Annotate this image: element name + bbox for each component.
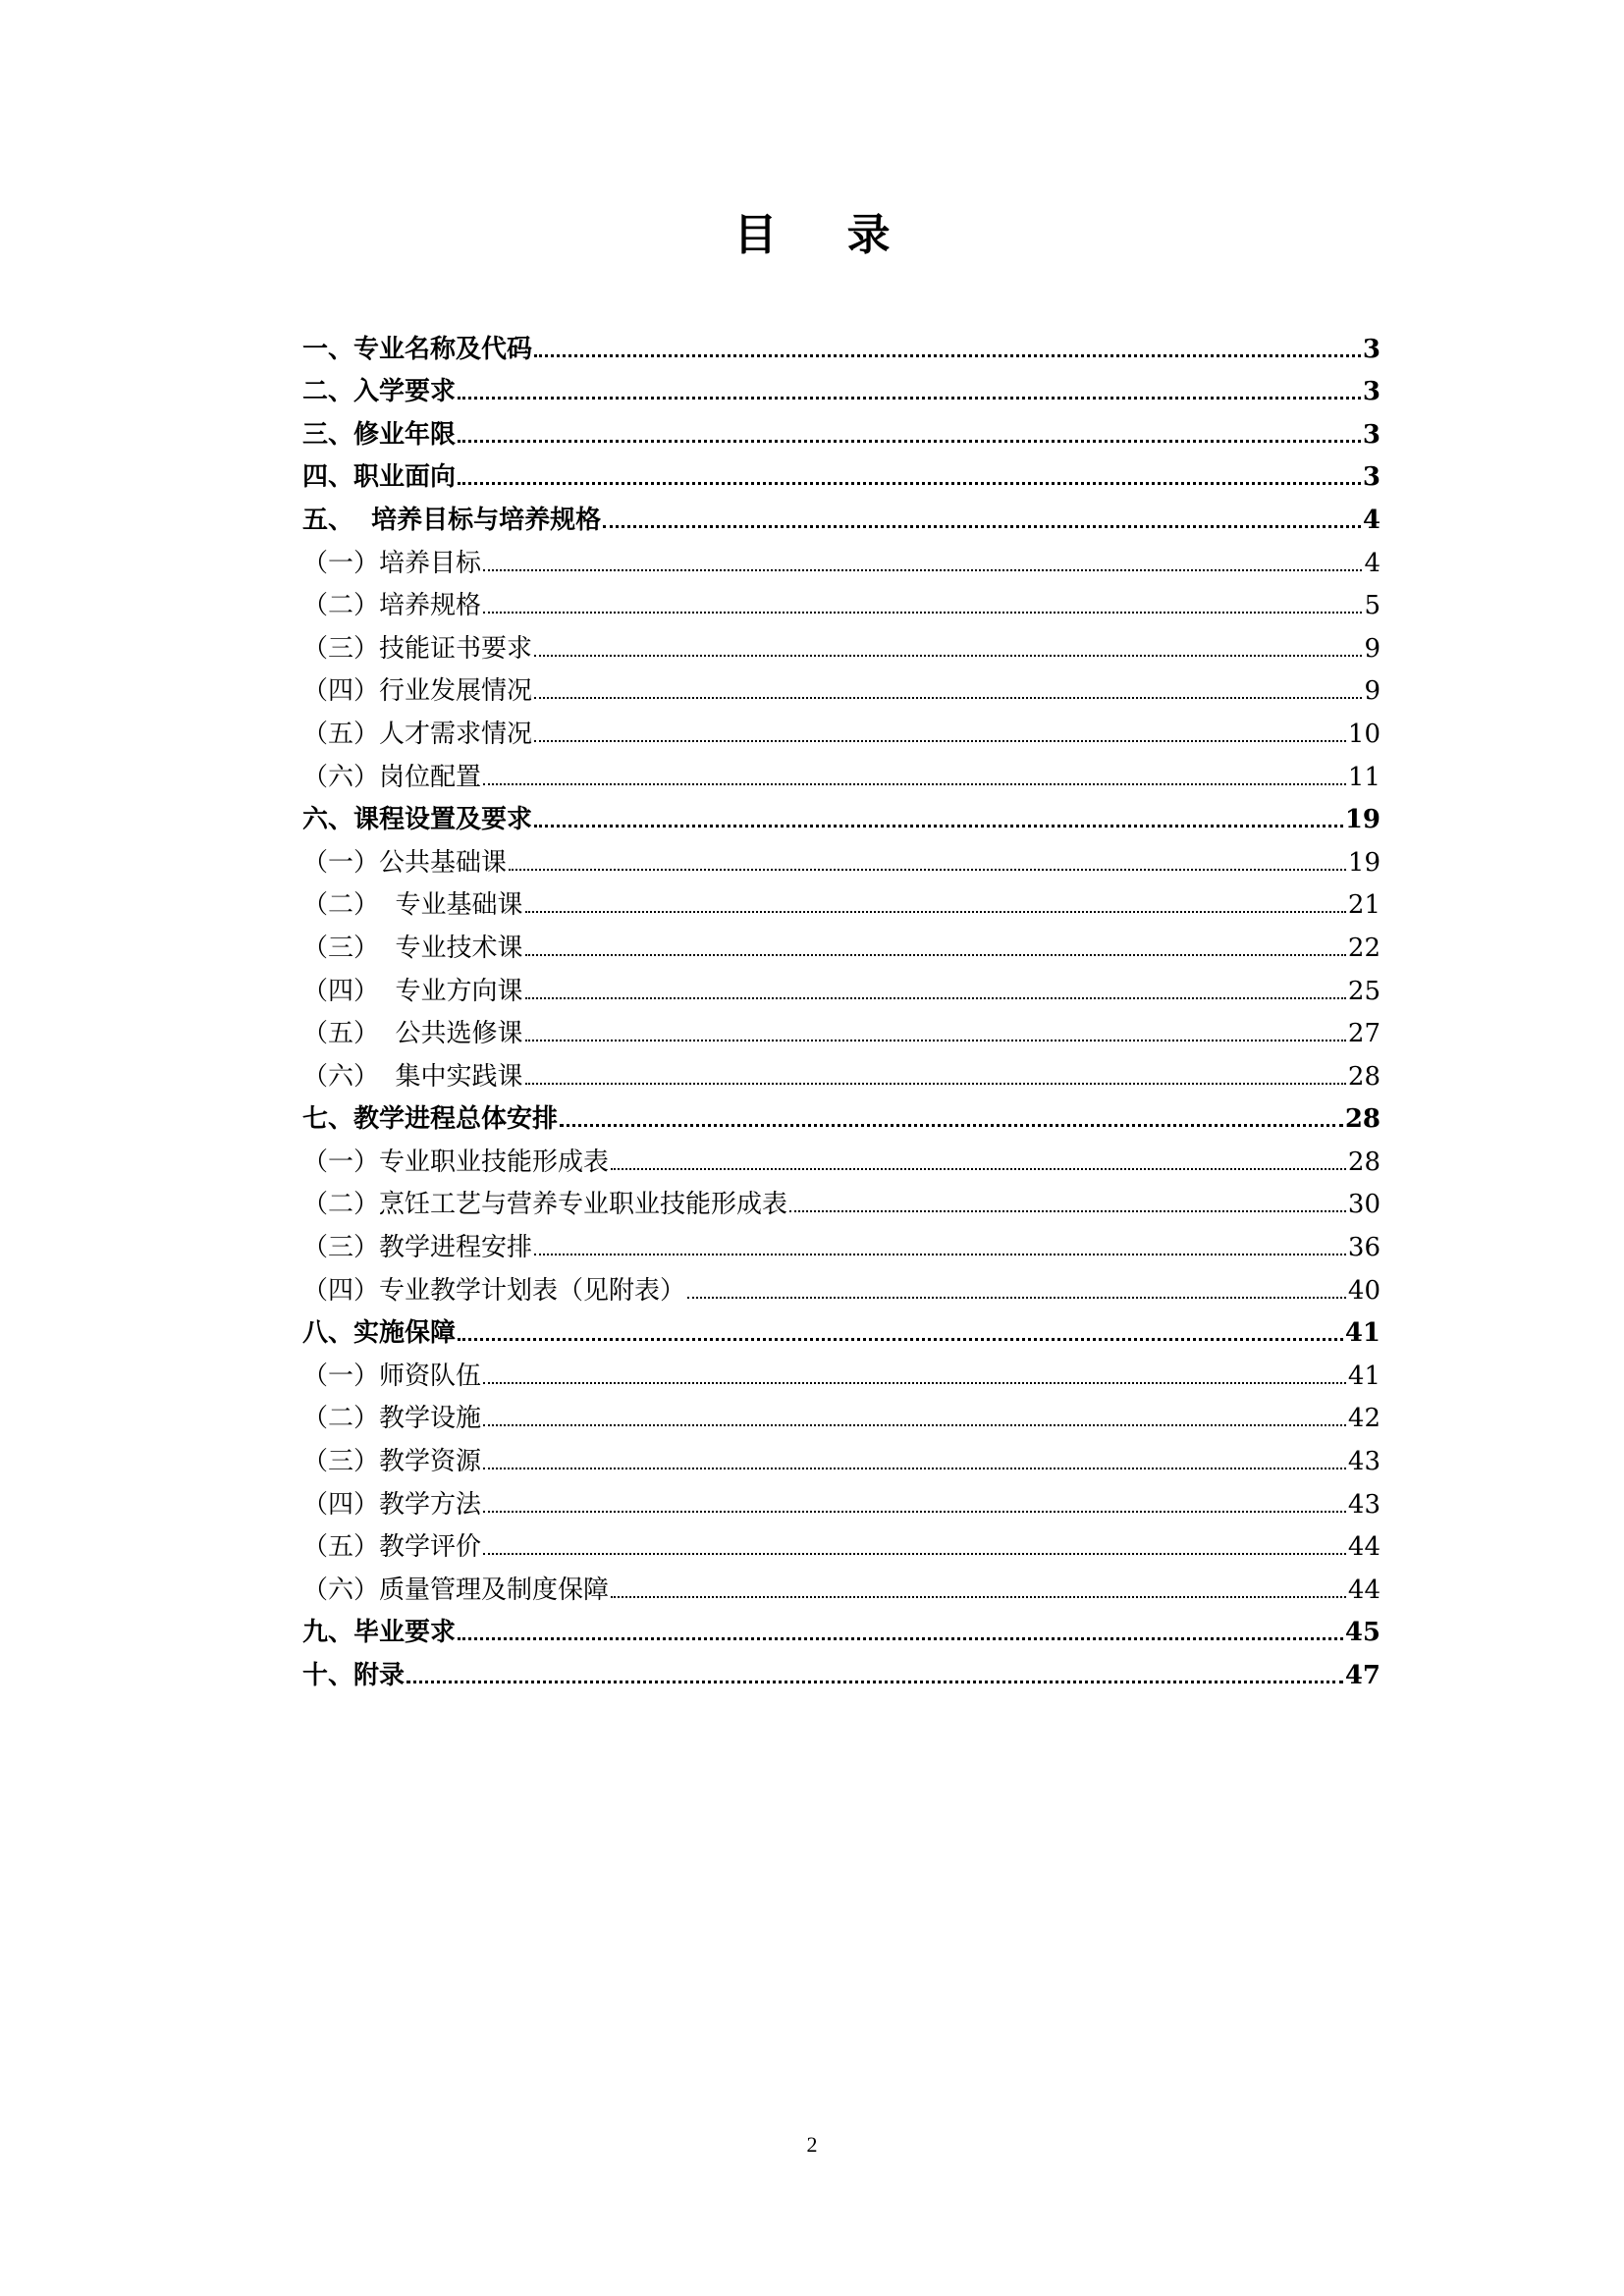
toc-dot-leader (534, 354, 1361, 357)
toc-dot-leader (687, 1297, 1346, 1299)
toc-dot-leader (458, 482, 1361, 485)
toc-entry-page: 21 (1347, 890, 1380, 921)
toc-entry-label: （六）质量管理及制度保障 (302, 1575, 610, 1605)
toc-entry-label: （五）教学评价 (302, 1532, 482, 1563)
toc-dot-leader (525, 1040, 1346, 1041)
toc-entry-label: 二、入学要求 (302, 377, 457, 407)
toc-entry[interactable] (302, 1225, 1380, 1268)
toc-entry[interactable] (302, 1097, 1380, 1141)
toc-entry-label: （三）技能证书要求 (302, 633, 533, 664)
toc-entry-page: 25 (1347, 976, 1380, 1006)
toc-entry[interactable] (302, 712, 1380, 755)
toc-dot-leader (483, 1511, 1346, 1513)
toc-entry[interactable] (302, 626, 1380, 669)
toc-dot-leader (483, 569, 1362, 571)
toc-dot-leader (534, 825, 1343, 828)
toc-entry[interactable] (302, 969, 1380, 1012)
toc-entry-page: 4 (1364, 548, 1380, 578)
toc-dot-leader (406, 1681, 1343, 1683)
toc-entry-label: （四）教学方法 (302, 1489, 482, 1520)
toc-entry-label: （一）公共基础课 (302, 847, 508, 878)
toc-entry-label: （二）培养规格 (302, 591, 482, 621)
toc-entry-label: （三） 专业技术课 (302, 933, 523, 963)
toc-entry[interactable] (302, 1012, 1380, 1055)
toc-entry-page: 5 (1364, 591, 1380, 621)
toc-entry-page: 4 (1362, 505, 1380, 535)
toc-dot-leader (525, 1083, 1346, 1085)
toc-entry-label: （三）教学资源 (302, 1447, 482, 1477)
toc-dot-leader (458, 397, 1361, 400)
toc-entry-page: 3 (1362, 419, 1380, 450)
toc-entry-page: 28 (1344, 1104, 1380, 1135)
toc-entry[interactable] (302, 1183, 1380, 1226)
toc-entry-label: （三）教学进程安排 (302, 1233, 533, 1263)
toc-entry-label: 一、专业名称及代码 (302, 334, 533, 364)
toc-entry-label: （四） 专业方向课 (302, 976, 523, 1006)
toc-dot-leader (509, 869, 1346, 871)
toc-entry-page: 36 (1347, 1233, 1380, 1263)
toc-entry-label: （六）岗位配置 (302, 762, 482, 792)
toc-entry-page: 11 (1347, 762, 1380, 792)
toc-entry-label: （一）师资队伍 (302, 1361, 482, 1391)
toc-entry-label: 五、 培养目标与培养规格 (302, 505, 602, 535)
toc-entry[interactable] (302, 755, 1380, 798)
toc-entry-label: （二）教学设施 (302, 1404, 482, 1434)
toc-entry-page: 3 (1362, 377, 1380, 407)
toc-dot-leader (611, 1168, 1346, 1170)
toc-entry-page: 41 (1347, 1361, 1380, 1391)
toc-dot-leader (483, 1468, 1346, 1469)
toc-entry-label: （一）专业职业技能形成表 (302, 1147, 610, 1177)
toc-entry[interactable] (302, 1482, 1380, 1525)
page-title: 目 录 (733, 210, 918, 260)
toc-entry-page: 22 (1347, 933, 1380, 963)
toc-entry-label: 八、实施保障 (302, 1318, 457, 1349)
toc-entry[interactable] (302, 1268, 1380, 1311)
toc-entry[interactable] (302, 1054, 1380, 1097)
toc-entry-label: 七、教学进程总体安排 (302, 1104, 559, 1135)
toc-entry[interactable] (302, 584, 1380, 627)
toc-entry-page: 3 (1362, 462, 1380, 493)
toc-dot-leader (458, 440, 1361, 443)
toc-entry[interactable] (302, 541, 1380, 584)
toc-entry[interactable] (302, 926, 1380, 969)
toc-entry-page: 9 (1364, 633, 1380, 664)
toc-dot-leader (789, 1210, 1346, 1212)
toc-dot-leader (534, 740, 1346, 742)
toc-dot-leader (603, 525, 1361, 528)
toc-entry-page: 42 (1347, 1404, 1380, 1434)
toc-entry-page: 41 (1344, 1318, 1380, 1349)
toc-entry-page: 10 (1347, 719, 1380, 749)
toc-entry[interactable] (302, 498, 1380, 541)
toc-dot-leader (560, 1124, 1343, 1127)
toc-entry-page: 28 (1347, 1061, 1380, 1092)
toc-entry-page: 27 (1347, 1019, 1380, 1049)
page-number: 2 (806, 2132, 818, 2157)
toc-entry-page: 43 (1347, 1447, 1380, 1477)
toc-entry[interactable] (302, 1611, 1380, 1654)
toc-entry-page: 19 (1344, 805, 1380, 835)
toc-dot-leader (534, 697, 1362, 699)
toc-entry[interactable] (302, 1397, 1380, 1440)
toc-entry-page: 40 (1347, 1275, 1380, 1306)
toc-entry-label: （四）专业教学计划表（见附表） (302, 1275, 686, 1306)
toc-dot-leader (534, 655, 1362, 657)
toc-dot-leader (483, 612, 1362, 614)
toc-entry[interactable] (302, 1439, 1380, 1482)
toc-entry-label: （五） 公共选修课 (302, 1019, 523, 1049)
toc-entry-label: （六） 集中实践课 (302, 1061, 523, 1092)
toc-entry[interactable] (302, 327, 1380, 370)
toc-entry[interactable] (302, 1525, 1380, 1569)
toc-dot-leader (483, 1424, 1346, 1426)
toc-entry-page: 19 (1347, 847, 1380, 878)
toc-entry[interactable] (302, 455, 1380, 499)
toc-dot-leader (525, 954, 1346, 956)
toc-entry-label: 九、毕业要求 (302, 1618, 457, 1648)
toc-dot-leader (611, 1596, 1346, 1598)
toc-entry-page: 47 (1344, 1661, 1380, 1690)
toc-dot-leader (483, 1553, 1346, 1555)
toc-entry-label: 四、职业面向 (302, 462, 457, 493)
toc-dot-leader (458, 1637, 1343, 1640)
toc-entry-label: （二）烹饪工艺与营养专业职业技能形成表 (302, 1190, 788, 1220)
toc-dot-leader (525, 911, 1346, 913)
toc-entry-label: （一）培养目标 (302, 548, 482, 578)
toc-entry[interactable] (302, 1311, 1380, 1355)
toc-entry[interactable] (302, 840, 1380, 883)
toc-entry-label: 六、课程设置及要求 (302, 805, 533, 835)
toc-entry[interactable] (302, 412, 1380, 455)
toc-entry[interactable] (302, 1354, 1380, 1397)
toc-entry[interactable] (302, 883, 1380, 927)
toc-entry-label: （二） 专业基础课 (302, 890, 523, 921)
toc-dot-leader (534, 1254, 1346, 1255)
toc-entry-page: 28 (1347, 1147, 1380, 1177)
toc-entry-page: 44 (1347, 1532, 1380, 1563)
toc-entry[interactable] (302, 1653, 1380, 1696)
toc-entry-label: 十、附录 (302, 1661, 406, 1690)
toc-entry[interactable] (302, 1568, 1380, 1611)
table-of-contents (302, 327, 1380, 1696)
toc-entry[interactable] (302, 669, 1380, 713)
toc-entry[interactable] (302, 798, 1380, 841)
toc-entry-page: 9 (1364, 676, 1380, 707)
toc-dot-leader (458, 1338, 1343, 1341)
toc-entry-page: 30 (1347, 1190, 1380, 1220)
toc-entry-label: （五）人才需求情况 (302, 719, 533, 749)
toc-entry[interactable] (302, 1140, 1380, 1183)
toc-entry-page: 45 (1344, 1618, 1380, 1648)
toc-entry-label: 三、修业年限 (302, 419, 457, 450)
toc-dot-leader (483, 783, 1346, 785)
toc-dot-leader (483, 1382, 1346, 1384)
toc-entry-page: 3 (1362, 334, 1380, 364)
toc-entry-label: （四）行业发展情况 (302, 676, 533, 707)
toc-dot-leader (525, 997, 1346, 999)
toc-entry[interactable] (302, 370, 1380, 413)
toc-entry-page: 44 (1347, 1575, 1380, 1605)
toc-entry-page: 43 (1347, 1489, 1380, 1520)
